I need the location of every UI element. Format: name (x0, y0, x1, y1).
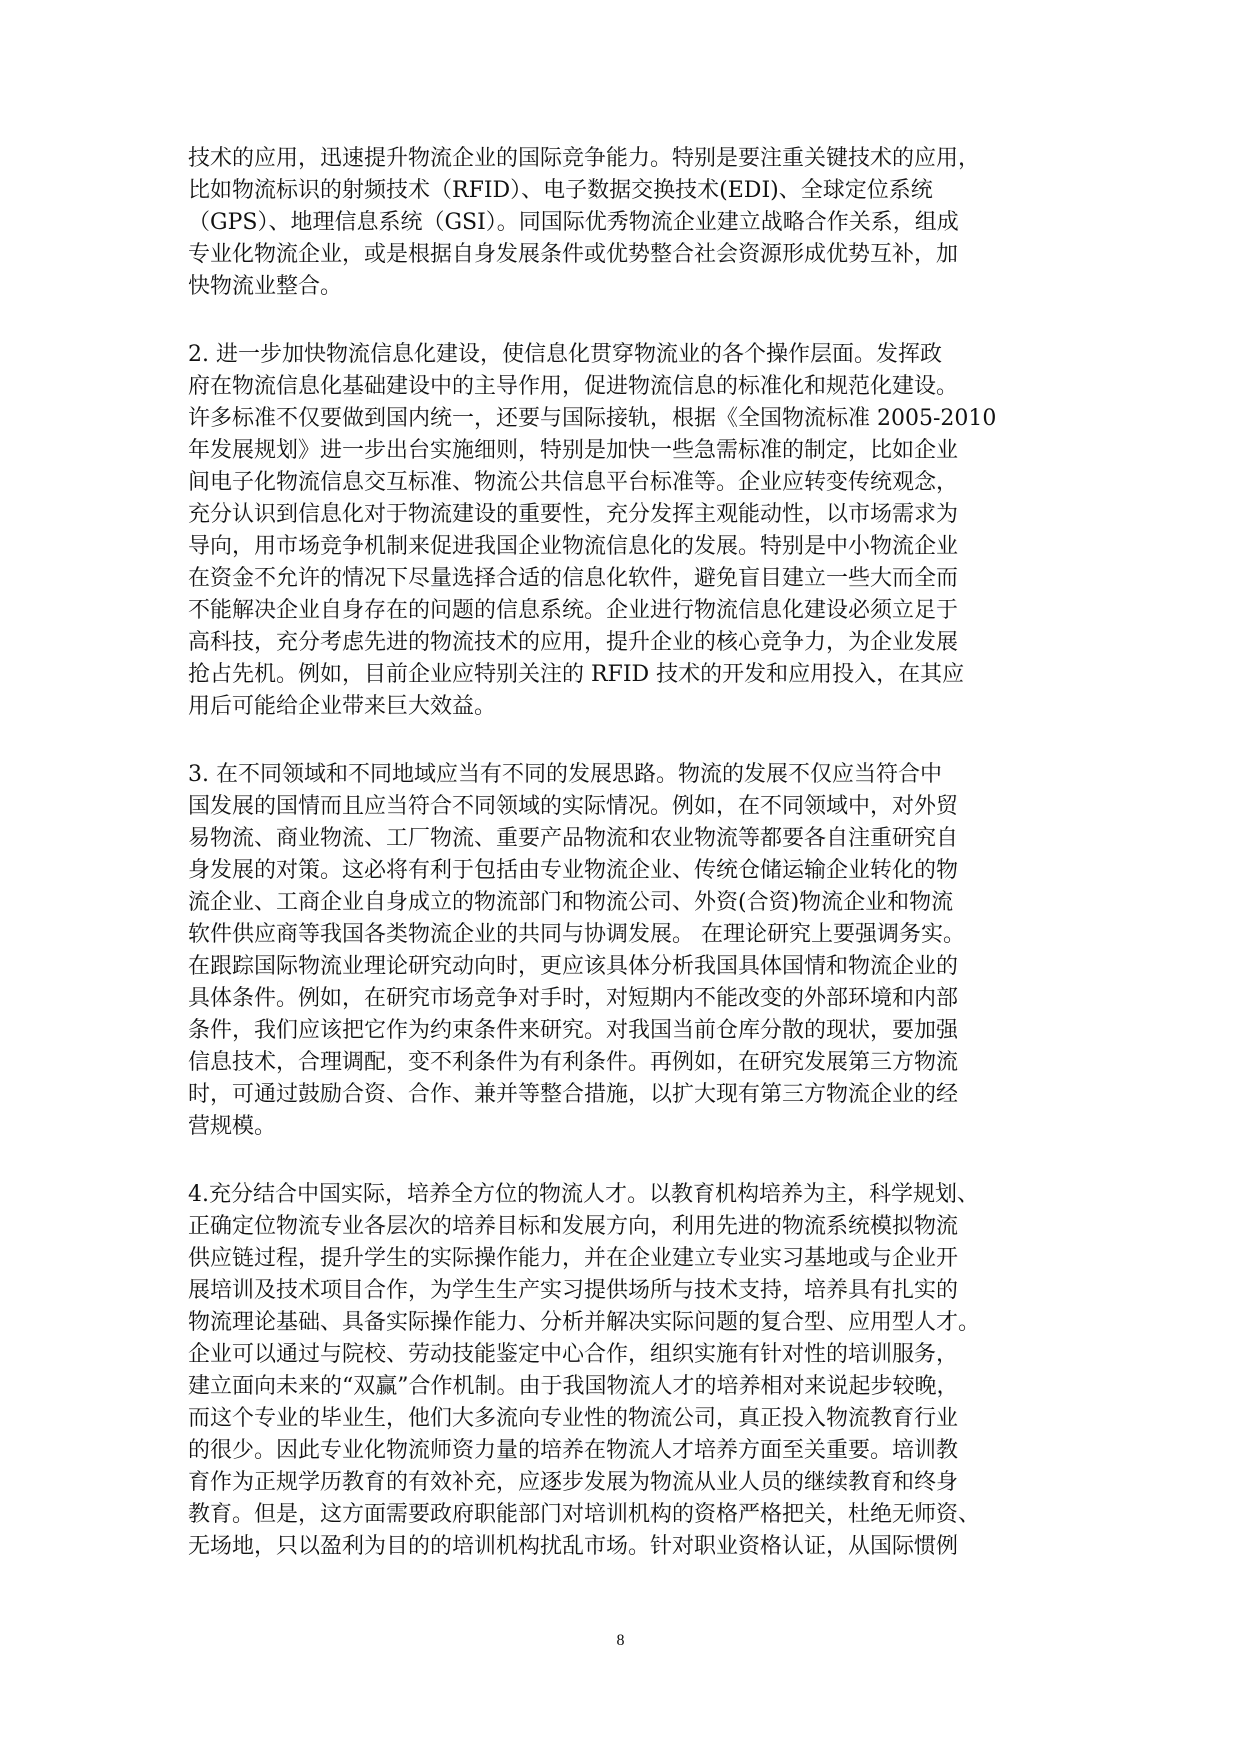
text-line: 教育。但是，这方面需要政府职能部门对培训机构的资格严格把关，杜绝无师资、 (188, 1502, 981, 1527)
text-line: 2. 进一步加快物流信息化建设，使信息化贯穿物流业的各个操作层面。发挥政 (188, 342, 942, 367)
text-line: 展培训及技术项目合作，为学生生产实习提供场所与技术支持，培养具有扎实的 (188, 1278, 959, 1303)
text-line: 易物流、商业物流、工厂物流、重要产品物流和农业物流等都要各自注重研究自 (188, 826, 959, 851)
text-line: 技术的应用，迅速提升物流企业的国际竞争能力。特别是要注重关键技术的应用， (188, 146, 981, 171)
text-line: 信息技术，合理调配，变不利条件为有利条件。再例如，在研究发展第三方物流 (188, 1050, 959, 1075)
text-line: 4.充分结合中国实际，培养全方位的物流人才。以教育机构培养为主，科学规划、 (188, 1182, 979, 1207)
text-line: 具体条件。例如，在研究市场竞争对手时，对短期内不能改变的外部环境和内部 (188, 986, 959, 1011)
text-line: 3. 在不同领域和不同地域应当有不同的发展思路。物流的发展不仅应当符合中 (188, 762, 942, 787)
text-line: 许多标准不仅要做到国内统一，还要与国际接轨，根据《全国物流标准 2005-2010 (188, 406, 997, 431)
text-line: 软件供应商等我国各类物流企业的共同与协调发展。 在理论研究上要强调务实。 (188, 922, 965, 947)
text-line: 充分认识到信息化对于物流建设的重要性，充分发挥主观能动性，以市场需求为 (188, 502, 959, 527)
text-line: 比如物流标识的射频技术（RFID）、电子数据交换技术(EDI)、全球定位系统 (188, 178, 933, 203)
text-line: 身发展的对策。这必将有利于包括由专业物流企业、传统仓储运输企业转化的物 (188, 858, 959, 883)
text-line: 流企业、工商企业自身成立的物流部门和物流公司、外资(合资)物流企业和物流 (188, 890, 954, 915)
text-line: 在跟踪国际物流业理论研究动向时，更应该具体分析我国具体国情和物流企业的 (188, 954, 959, 979)
paragraph (188, 339, 1058, 723)
text-line: 无场地，只以盈利为目的的培训机构扰乱市场。针对职业资格认证，从国际惯例 (188, 1534, 959, 1559)
text-line: 时，可通过鼓励合资、合作、兼并等整合措施，以扩大现有第三方物流企业的经 (188, 1082, 959, 1107)
text-line: 国发展的国情而且应当符合不同领域的实际情况。例如，在不同领域中，对外贸 (188, 794, 959, 819)
text-line: 物流理论基础、具备实际操作能力、分析并解决实际问题的复合型、应用型人才。 (188, 1310, 981, 1335)
paragraph (188, 759, 1058, 1143)
text-line: 供应链过程，提升学生的实际操作能力，并在企业建立专业实习基地或与企业开 (188, 1246, 959, 1271)
paragraph (188, 143, 1058, 303)
text-line: 企业可以通过与院校、劳动技能鉴定中心合作，组织实施有针对性的培训服务， (188, 1342, 959, 1367)
paragraph (188, 1179, 1058, 1563)
text-line: 快物流业整合。 (188, 274, 343, 299)
text-line: 年发展规划》进一步出台实施细则，特别是加快一些急需标准的制定，比如企业 (188, 438, 959, 463)
text-line: 用后可能给企业带来巨大效益。 (188, 694, 497, 719)
text-line: 建立面向未来的“双赢”合作机制。由于我国物流人才的培养相对来说起步较晚， (188, 1374, 959, 1399)
text-line: 导向，用市场竞争机制来促进我国企业物流信息化的发展。特别是中小物流企业 (188, 534, 959, 559)
body-text (188, 143, 1058, 1599)
text-line: 而这个专业的毕业生，他们大多流向专业性的物流公司，真正投入物流教育行业 (188, 1406, 959, 1431)
text-line: 不能解决企业自身存在的问题的信息系统。企业进行物流信息化建设必须立足于 (188, 598, 959, 623)
text-line: 的很少。因此专业化物流师资力量的培养在物流人才培养方面至关重要。培训教 (188, 1438, 959, 1463)
page-number: 8 (616, 1632, 625, 1649)
text-line: 府在物流信息化基础建设中的主导作用，促进物流信息的标准化和规范化建设。 (188, 374, 959, 399)
text-line: 专业化物流企业，或是根据自身发展条件或优势整合社会资源形成优势互补，加 (188, 242, 959, 267)
text-line: 营规模。 (188, 1114, 277, 1139)
text-line: （GPS）、地理信息系统（GSI）。同国际优秀物流企业建立战略合作关系，组成 (188, 210, 959, 235)
text-line: 间电子化物流信息交互标准、物流公共信息平台标准等。企业应转变传统观念， (188, 470, 959, 495)
text-line: 高科技，充分考虑先进的物流技术的应用，提升企业的核心竞争力，为企业发展 (188, 630, 959, 655)
text-line: 在资金不允许的情况下尽量选择合适的信息化软件，避免盲目建立一些大而全而 (188, 566, 959, 591)
text-line: 正确定位物流专业各层次的培养目标和发展方向，利用先进的物流系统模拟物流 (188, 1214, 959, 1239)
text-line: 条件，我们应该把它作为约束条件来研究。对我国当前仓库分散的现状，要加强 (188, 1018, 959, 1043)
text-line: 育作为正规学历教育的有效补充，应逐步发展为物流从业人员的继续教育和终身 (188, 1470, 959, 1495)
text-line: 抢占先机。例如，目前企业应特别关注的 RFID 技术的开发和应用投入，在其应 (188, 662, 965, 687)
